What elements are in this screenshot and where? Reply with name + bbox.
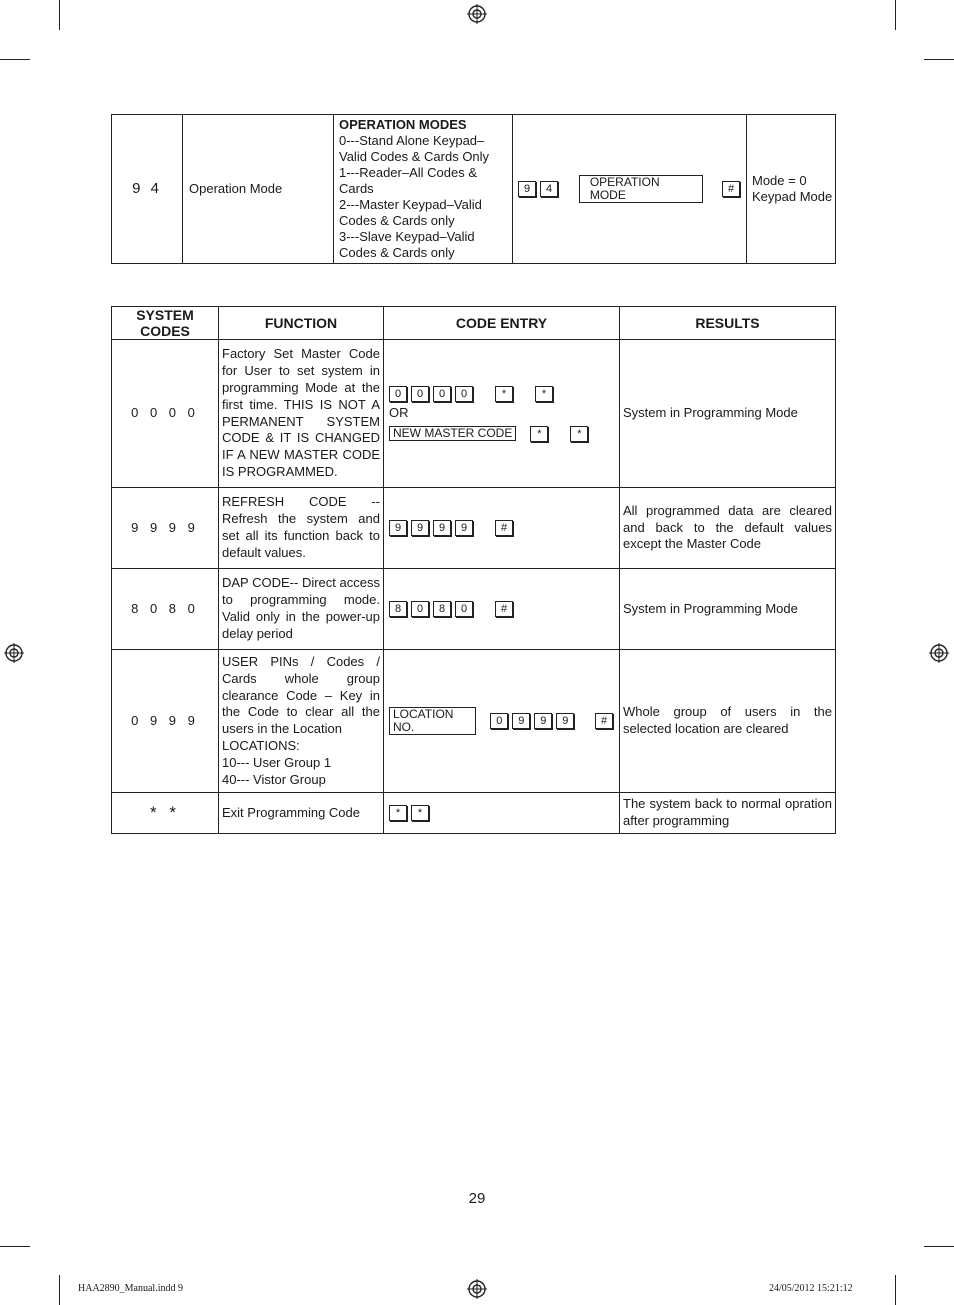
key: 9 (518, 181, 536, 197)
result: All programmed data are cleared and back to the default values except the Master Code (620, 488, 836, 569)
key: 9 (411, 520, 429, 536)
key: 0 (455, 386, 473, 402)
key: 9 (534, 713, 552, 729)
key: # (722, 181, 740, 197)
code-entry (384, 569, 620, 650)
key: * (411, 805, 429, 821)
crop-mark (59, 0, 60, 30)
function-name: Operation Mode (183, 115, 334, 264)
key: # (495, 601, 513, 617)
result: System in Programming Mode (620, 340, 836, 488)
result (747, 115, 836, 264)
code-entry (384, 340, 620, 488)
key: 0 (411, 386, 429, 402)
function-description: USER PINs / Codes / Cards whole group clearance Code – Key in the Code to clear all the users in the Location (222, 654, 380, 737)
key: * (495, 386, 513, 402)
key: * (530, 426, 548, 442)
footer-timestamp: 24/05/2012 15:21:12 (769, 1283, 853, 1294)
operation-modes-title: OPERATION MODES (339, 117, 467, 132)
function-text: DAP CODE-- Direct access to programming mode. Valid only in the power-up delay period (219, 569, 384, 650)
mode-item: 1---Reader–All Codes & Cards (339, 165, 478, 196)
key: 8 (389, 601, 407, 617)
mode-item: 2---Master Keypad–Valid Codes & Cards only (339, 197, 482, 228)
key: * (389, 805, 407, 821)
column-header: RESULTS (620, 307, 836, 340)
system-code: 8 0 8 0 (112, 569, 219, 650)
crop-mark (924, 59, 954, 60)
locations-title: LOCATIONS: (222, 737, 300, 753)
crop-mark (895, 1275, 896, 1305)
table-row (112, 340, 836, 488)
mode-item: 0---Stand Alone Keypad–Valid Codes & Cards Only (339, 133, 490, 164)
key: 9 (389, 520, 407, 536)
function-text: REFRESH CODE -- Refresh the system and set all its function back to default values. (219, 488, 384, 569)
result-line: Mode = 0 (752, 173, 807, 188)
new-master-code-label: NEW MASTER CODE (389, 426, 516, 441)
system-code: 9 4 (112, 115, 183, 264)
table-row (112, 115, 836, 264)
result: System in Programming Mode (620, 569, 836, 650)
code-entry (384, 650, 620, 793)
key: * (535, 386, 553, 402)
crop-mark (0, 1246, 30, 1247)
code-entry (513, 115, 747, 264)
code-entry (384, 793, 620, 834)
or-text: OR (389, 405, 409, 421)
crop-mark (924, 1246, 954, 1247)
key: * (570, 426, 588, 442)
operation-mode-table (111, 114, 836, 264)
crop-mark (0, 59, 30, 60)
registration-mark-icon (929, 643, 949, 663)
footer-filename: HAA2890_Manual.indd 9 (78, 1283, 183, 1294)
location-item: 40--- Vistor Group (222, 771, 326, 787)
system-code: 0 0 0 0 (112, 340, 219, 488)
location-no-label: LOCATION NO. (389, 707, 476, 735)
registration-mark-icon (4, 643, 24, 663)
result-line: Keypad Mode (752, 189, 833, 204)
key: 9 (556, 713, 574, 729)
system-code: * * (112, 793, 219, 834)
key: 4 (540, 181, 558, 197)
key: 9 (512, 713, 530, 729)
operation-mode-label: OPERATION MODE (579, 175, 703, 203)
key: 0 (455, 601, 473, 617)
system-code: 9 9 9 9 (112, 488, 219, 569)
page-number: 29 (468, 1190, 486, 1207)
system-codes-table (111, 306, 836, 834)
table-row (112, 569, 836, 650)
column-header: FUNCTION (219, 307, 384, 340)
table-row (112, 793, 836, 834)
key: 9 (433, 520, 451, 536)
function-text (219, 650, 384, 793)
key: # (595, 713, 613, 729)
column-header: CODE ENTRY (384, 307, 620, 340)
key: 0 (433, 386, 451, 402)
key: 0 (490, 713, 508, 729)
registration-mark-icon (467, 1279, 487, 1299)
crop-mark (895, 0, 896, 30)
key: 0 (411, 601, 429, 617)
key: 9 (455, 520, 473, 536)
mode-item: 3---Slave Keypad–Valid Codes & Cards only (339, 229, 475, 260)
column-header: SYSTEM CODES (112, 307, 219, 340)
crop-mark (59, 1275, 60, 1305)
table-row (112, 488, 836, 569)
function-text: Exit Programming Code (219, 793, 384, 834)
location-item: 10--- User Group 1 (222, 754, 332, 770)
system-code: 0 9 9 9 (112, 650, 219, 793)
function-text: Factory Set Master Code for User to set system in programming Mode at the first time. THIS IS NOT A PERMANENT SYSTEM CODE & IT IS CHANGED IF A NEW MASTER CODE IS PROGRAMMED. (219, 340, 384, 488)
key: # (495, 520, 513, 536)
key: 0 (389, 386, 407, 402)
result: Whole group of users in the selected location are cleared (620, 650, 836, 793)
table-header-row (112, 307, 836, 340)
result: The system back to normal opration after programming (620, 793, 836, 834)
table-row (112, 650, 836, 793)
key: 8 (433, 601, 451, 617)
registration-mark-icon (467, 4, 487, 24)
code-entry (384, 488, 620, 569)
operation-modes-description (334, 115, 513, 264)
